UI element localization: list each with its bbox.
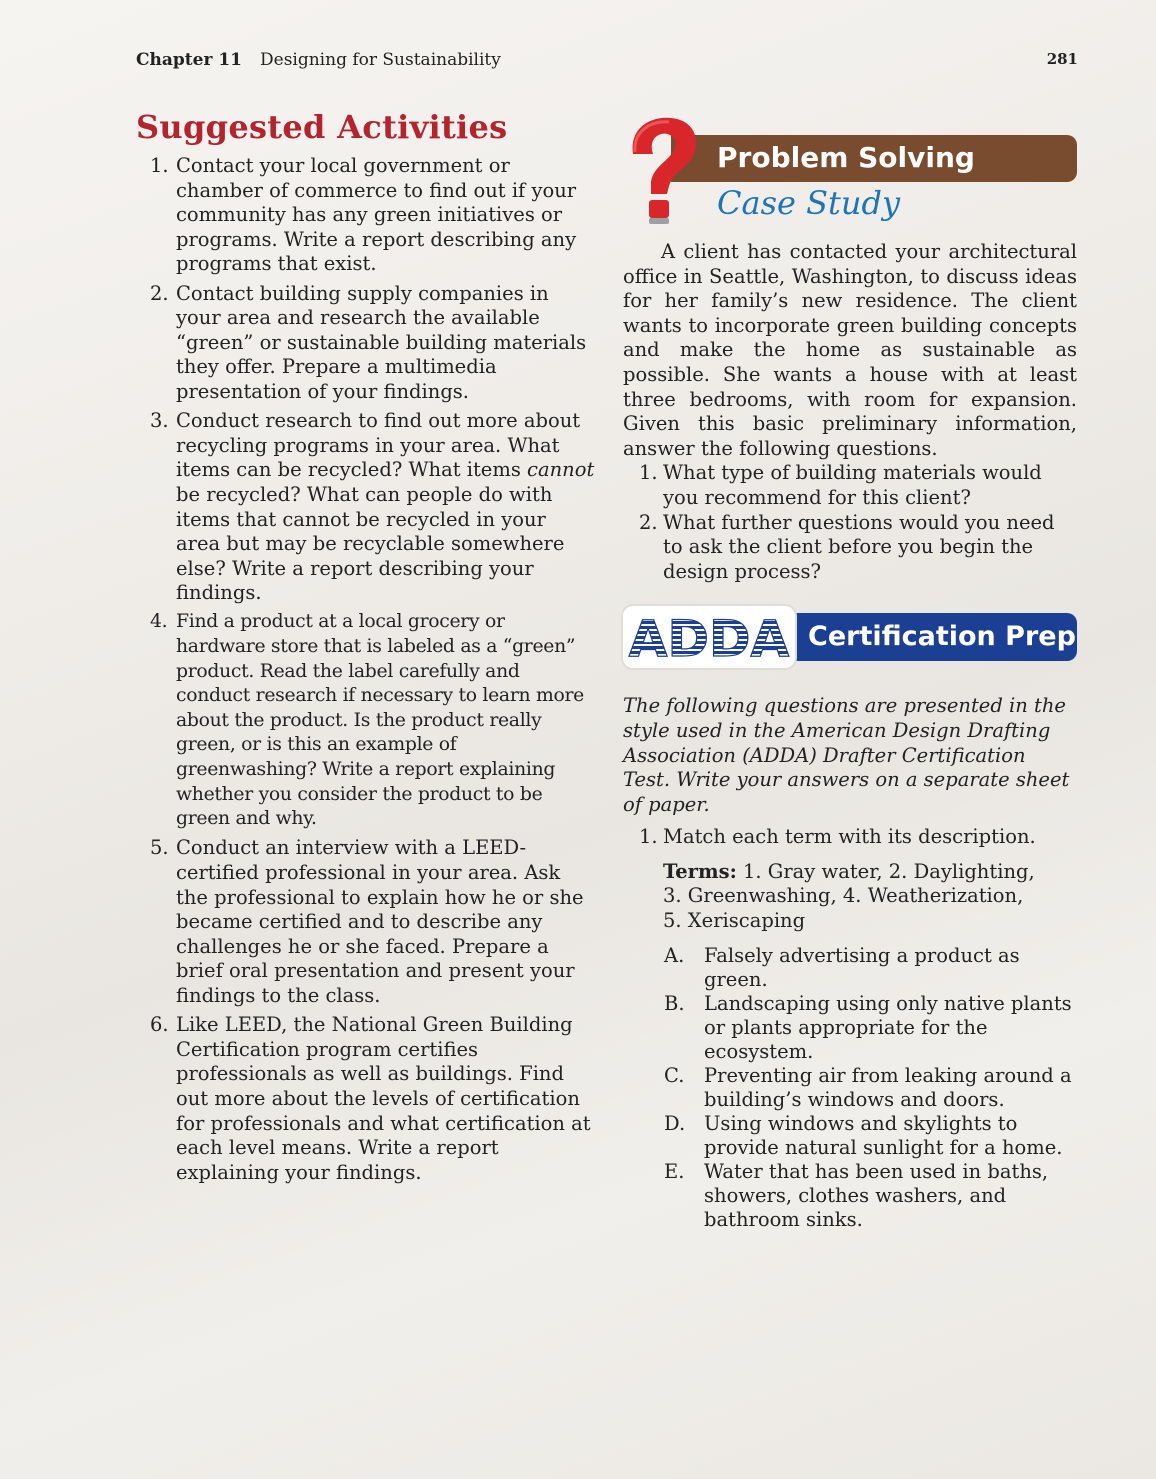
list-item: 6. Like LEED, the National Green Building Certification program certifies professionals as well as buildings. Find out more about the levels of certification for professionals and what certification at each level means. Write a report explaining your findings. <box>150 1013 591 1184</box>
case-study-questions <box>623 461 1077 584</box>
case-study-subtitle: Case Study <box>717 184 901 222</box>
suggested-activities-section <box>136 108 596 1190</box>
list-item: 2. Contact building supply companies in your area and research the available “green” or sustainable building materials they offer. Prepare a multimedia presentation of your findings. <box>150 281 587 403</box>
question-mark-icon <box>623 114 699 226</box>
adda-logo <box>623 606 795 668</box>
terms-block: Terms: 1. Gray water, 2. Daylighting, 3. Greenwashing, 4. Weatherization, 5. Xeriscaping <box>663 859 1035 933</box>
list-item: 5. Conduct an interview with a LEED-certified professional in your area. Ask the professional to explain how he or she became certified and to describe any challenges he or she faced. Prepare a brief oral presentation and present your findings to the class. <box>150 836 584 1007</box>
list-item: 3. Conduct research to find out more about recycling programs in your area. What items can be recycled? What items cannot be recycled? What can people do with items that cannot be recycled in your area but may be recyclable somewhere else? Write a report describing your findings. <box>150 409 595 605</box>
right-column <box>623 110 1077 1232</box>
case-study-paragraph: A client has contacted your architectural office in Seattle, Washington, to discuss ideas for her family’s new residence. The client wants to incorporate green building concepts and make the home as sustainable as possible. She wants a house with at least three bedrooms, with room for expansion. Given this basic preliminary information, answer the following questions. <box>623 240 1077 460</box>
section-title: Suggested Activities <box>136 108 508 146</box>
banner-label: Problem Solving <box>717 141 975 174</box>
list-item: E. Water that has been used in baths, showers, clothes washers, and bathroom sinks. <box>664 1159 1049 1231</box>
chapter-label: Chapter 11 <box>136 50 242 70</box>
svg-text:ADDA: ADDA <box>628 610 790 669</box>
definitions-list <box>623 944 1077 1232</box>
list-item: 2. What further questions would you need to ask the client before you begin the design process? <box>639 510 1055 583</box>
list-item: 1. Contact your local government or chamber of commerce to find out if your community has any green initiatives or programs. Write a report describing any programs that exist. <box>150 154 577 276</box>
list-item: 1. What type of building materials would you recommend for this client? <box>639 461 1042 509</box>
certification-prep-header <box>623 606 1077 668</box>
certification-intro: The following questions are presented in the style used in the American Design Drafting Association (ADDA) Drafter Certification Test. Write your answers on a separate sheet of paper. <box>623 694 1070 816</box>
running-header <box>136 50 1078 74</box>
activities-list <box>136 154 596 1185</box>
matching-question: 1. Match each term with its description. <box>639 825 1036 849</box>
banner-label: Certification Prep <box>808 621 1076 653</box>
problem-solving-banner <box>671 135 1077 182</box>
list-item: A. Falsely advertising a product as green. <box>664 943 1020 991</box>
list-item: D. Using windows and skylights to provide natural sunlight for a home. <box>664 1111 1063 1159</box>
problem-solving-header <box>623 110 1077 230</box>
chapter-title: Designing for Sustainability <box>260 50 501 70</box>
certification-prep-banner <box>789 613 1077 661</box>
list-item: 4. Find a product at a local grocery or hardware store that is labeled as a “green” product. Read the label carefully and conduct research if necessary to learn more about the product. Is the product really green, or is this an example of greenwashing? Write a report explaining whether you consider the product to be green and why. <box>150 611 584 830</box>
list-item: C. Preventing air from leaking around a building’s windows and doors. <box>664 1063 1072 1111</box>
list-item: B. Landscaping using only native plants or plants appropriate for the ecosystem. <box>664 991 1072 1063</box>
page-number: 281 <box>1046 50 1078 68</box>
